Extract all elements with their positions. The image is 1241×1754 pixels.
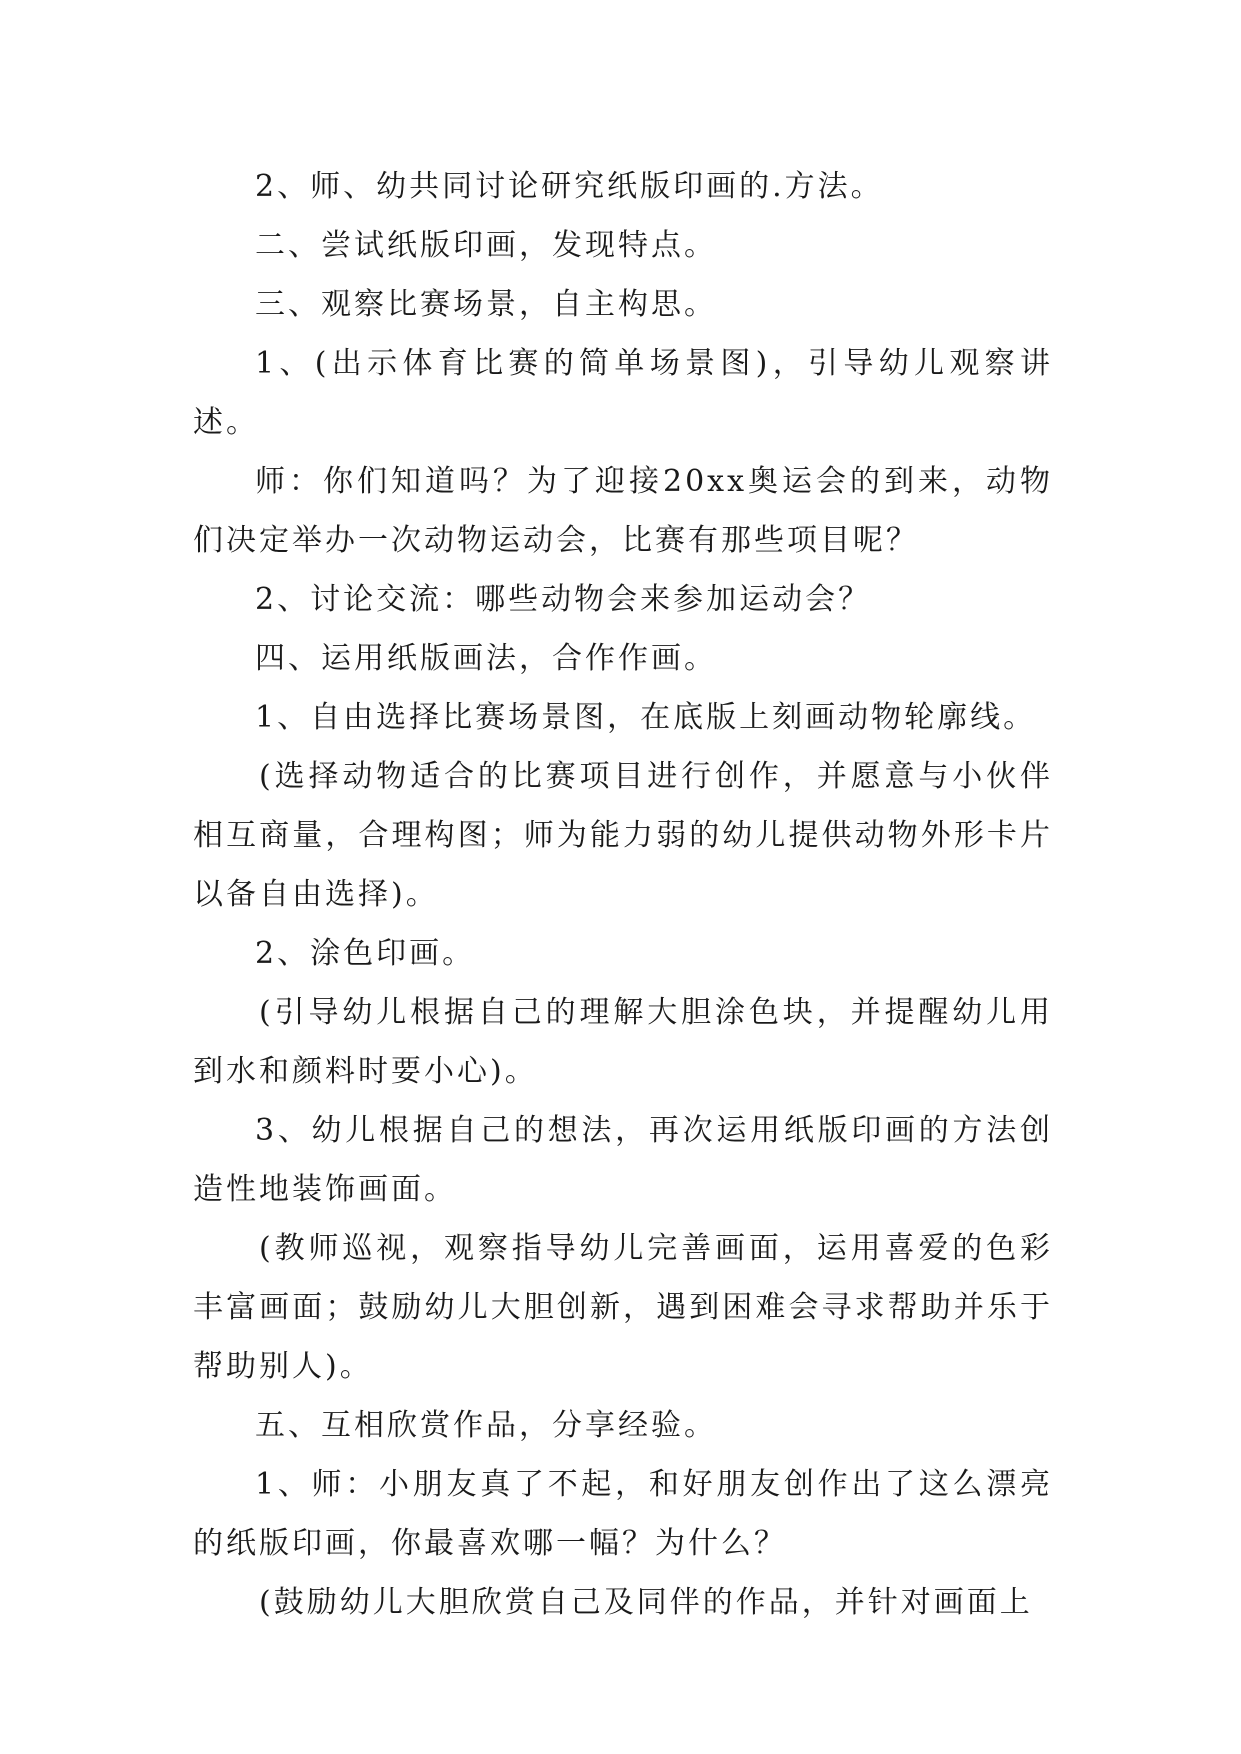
section-heading: 二、尝试纸版印画，发现特点。 bbox=[255, 228, 717, 263]
paragraph: 2、涂色印画。 bbox=[255, 936, 476, 971]
section-heading: 四、运用纸版画法，合作作画。 bbox=[255, 641, 717, 676]
paragraph: (选择动物适合的比赛项目进行创作，并愿意与小伙伴相互商量，合理构图；师为能力弱的幼儿提供动物外形卡片以备自由选择)。 bbox=[193, 759, 1053, 912]
paragraph: 1、师：小朋友真了不起，和好朋友创作出了这么漂亮的纸版印画，你最喜欢哪一幅？为什么？ bbox=[193, 1467, 1053, 1561]
paragraph: (鼓励幼儿大胆欣赏自己及同伴的作品，并针对画面上 bbox=[259, 1585, 1033, 1620]
paragraph: (引导幼儿根据自己的理解大胆涂色块，并提醒幼儿用到水和颜料时要小心)。 bbox=[193, 995, 1053, 1089]
document-body bbox=[193, 157, 1053, 1632]
section-heading: 五、互相欣赏作品，分享经验。 bbox=[255, 1408, 717, 1443]
paragraph: 师：你们知道吗？为了迎接20xx奥运会的到来，动物们决定举办一次动物运动会，比赛有那些项目呢？ bbox=[193, 464, 1053, 558]
paragraph: 1、(出示体育比赛的简单场景图)，引导幼儿观察讲述。 bbox=[193, 346, 1053, 440]
paragraph: 2、师、幼共同讨论研究纸版印画的.方法。 bbox=[255, 169, 884, 204]
paragraph: 2、讨论交流：哪些动物会来参加运动会？ bbox=[255, 582, 872, 617]
paragraph: 3、幼儿根据自己的想法，再次运用纸版印画的方法创造性地装饰画面。 bbox=[193, 1113, 1053, 1207]
paragraph: (教师巡视，观察指导幼儿完善画面，运用喜爱的色彩丰富画面；鼓励幼儿大胆创新，遇到困难会寻求帮助并乐于帮助别人)。 bbox=[193, 1231, 1053, 1384]
section-heading: 三、观察比赛场景，自主构思。 bbox=[255, 287, 717, 322]
paragraph: 1、自由选择比赛场景图，在底版上刻画动物轮廓线。 bbox=[255, 700, 1037, 735]
